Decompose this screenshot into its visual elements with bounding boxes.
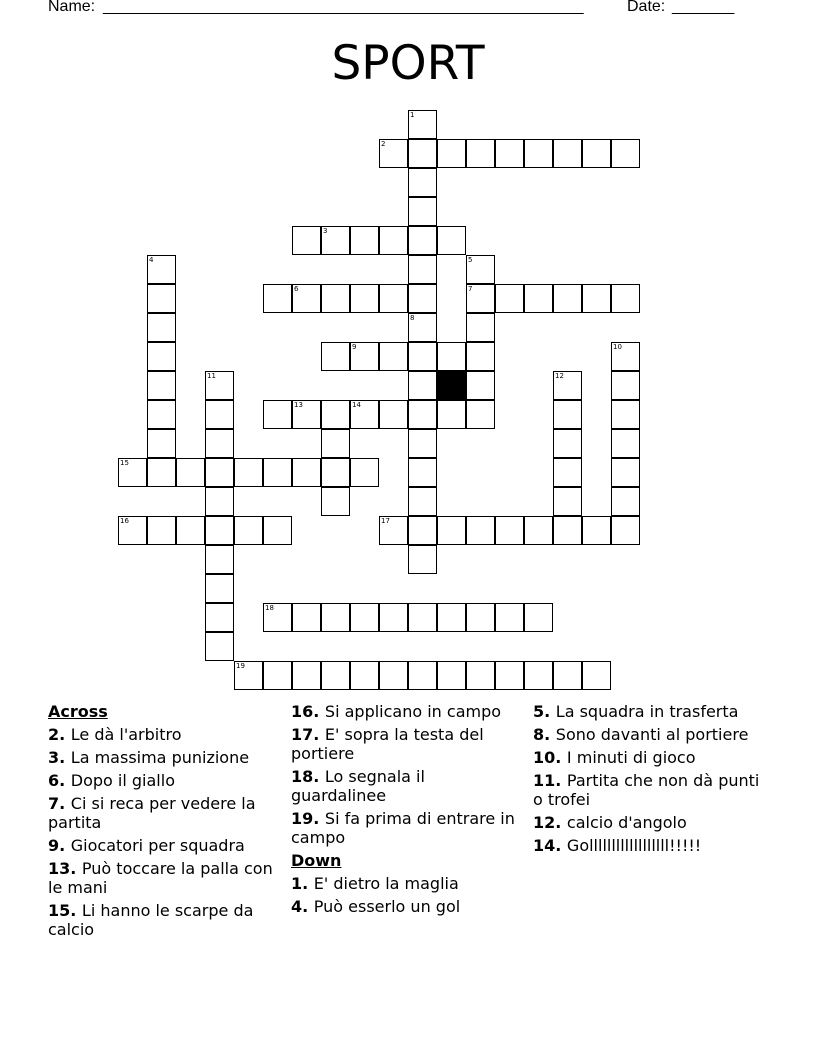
clue-number: 17 (381, 517, 390, 525)
clue-item (291, 725, 523, 763)
clue-number: 8 (410, 314, 415, 322)
clue-item-text: Lo segnala il guardalinee (291, 767, 425, 805)
grid-cell[interactable] (292, 661, 321, 690)
clue-number: 3 (323, 227, 328, 235)
clue-item-number: 19. (291, 809, 325, 828)
grid-cell[interactable] (611, 400, 640, 429)
grid-cell[interactable] (147, 255, 176, 284)
grid-cell[interactable] (379, 661, 408, 690)
clue-item-number: 16. (291, 702, 325, 721)
clue-item (48, 725, 280, 744)
clue-item (48, 771, 280, 790)
clue-item (533, 813, 765, 832)
grid-cell[interactable] (147, 342, 176, 371)
grid-cell[interactable] (582, 516, 611, 545)
grid-cell[interactable] (466, 342, 495, 371)
clue-item-number: 11. (533, 771, 567, 790)
grid-cell[interactable] (321, 487, 350, 516)
grid-cell[interactable] (176, 458, 205, 487)
clue-item-number: 4. (291, 897, 314, 916)
clue-number: 10 (613, 343, 622, 351)
clue-number: 1 (410, 111, 415, 119)
clue-item (48, 901, 280, 939)
clue-item (48, 836, 280, 855)
grid-cell[interactable] (466, 400, 495, 429)
clue-item-text: I minuti di gioco (566, 748, 696, 767)
grid-cell[interactable] (147, 371, 176, 400)
clue-item-text: Può esserlo un gol (313, 897, 461, 916)
grid-cell[interactable] (408, 342, 437, 371)
grid-cell[interactable] (495, 516, 524, 545)
grid-cell[interactable] (321, 429, 350, 458)
clue-number: 5 (468, 256, 473, 264)
clue-item-number: 12. (533, 813, 567, 832)
clue-item (533, 836, 765, 855)
grid-cell[interactable] (408, 313, 437, 342)
clue-item-number: 8. (533, 725, 556, 744)
grid-cell[interactable] (466, 516, 495, 545)
grid-cell[interactable] (582, 661, 611, 690)
grid-cell[interactable] (205, 400, 234, 429)
grid-cell[interactable] (495, 284, 524, 313)
grid-cell[interactable] (292, 226, 321, 255)
grid-cell[interactable] (205, 429, 234, 458)
grid-cell[interactable] (350, 342, 379, 371)
clue-item-text: E' sopra la testa del portiere (291, 725, 484, 763)
grid-cell[interactable] (408, 226, 437, 255)
grid-cell[interactable] (437, 342, 466, 371)
clue-item-text: Giocatori per squadra (70, 836, 245, 855)
grid-cell[interactable] (350, 661, 379, 690)
clue-number: 18 (265, 604, 274, 612)
grid-cell[interactable] (205, 487, 234, 516)
clue-item-number: 18. (291, 767, 325, 786)
grid-cell[interactable] (553, 516, 582, 545)
grid-cell[interactable] (495, 139, 524, 168)
grid-cell[interactable] (408, 371, 437, 400)
grid-cell[interactable] (379, 226, 408, 255)
grid-cell[interactable] (466, 139, 495, 168)
grid-cell[interactable] (147, 458, 176, 487)
grid-cell[interactable] (321, 226, 350, 255)
grid-cell[interactable] (379, 342, 408, 371)
clue-item-text: E' dietro la maglia (313, 874, 459, 893)
grid-cell[interactable] (408, 255, 437, 284)
clue-item-text: Li hanno le scarpe da calcio (48, 901, 254, 939)
grid-cell[interactable] (611, 284, 640, 313)
clue-item (48, 794, 280, 832)
grid-cell[interactable] (437, 661, 466, 690)
grid-cell[interactable] (118, 516, 147, 545)
grid-cell[interactable] (292, 400, 321, 429)
date-label: Date: (627, 0, 666, 15)
clue-number: 13 (294, 401, 303, 409)
grid-cell[interactable] (205, 603, 234, 632)
name-label: Name: (48, 0, 96, 15)
grid-cell[interactable] (466, 603, 495, 632)
grid-cell[interactable] (553, 458, 582, 487)
grid-cell[interactable] (292, 603, 321, 632)
clue-item (48, 748, 280, 767)
grid-cell[interactable] (553, 400, 582, 429)
clue-number: 19 (236, 662, 245, 670)
name-field[interactable]: ______________________________________________________ (103, 0, 584, 15)
clue-number: 12 (555, 372, 564, 380)
grid-cell[interactable] (437, 603, 466, 632)
grid-cell[interactable] (263, 661, 292, 690)
grid-cell[interactable] (466, 313, 495, 342)
clue-number: 16 (120, 517, 129, 525)
clue-item-text: Dopo il giallo (70, 771, 175, 790)
grid-cell[interactable] (611, 139, 640, 168)
grid-cell[interactable] (408, 458, 437, 487)
grid-cell[interactable] (437, 139, 466, 168)
date-field[interactable]: _______ (672, 0, 735, 15)
grid-cell[interactable] (118, 458, 147, 487)
grid-cell[interactable] (495, 661, 524, 690)
grid-cell[interactable] (321, 661, 350, 690)
clue-item-text: La squadra in trasferta (555, 702, 739, 721)
clue-item-number: 15. (48, 901, 82, 920)
grid-cell[interactable] (524, 516, 553, 545)
clue-item-text: Partita che non dà punti o trofei (533, 771, 760, 809)
grid-cell[interactable] (292, 284, 321, 313)
grid-cell[interactable] (205, 516, 234, 545)
grid-cell[interactable] (466, 371, 495, 400)
grid-cell[interactable] (350, 603, 379, 632)
clue-item (533, 725, 765, 744)
grid-cell[interactable] (147, 284, 176, 313)
grid-cell[interactable] (350, 284, 379, 313)
grid-cell[interactable] (292, 458, 321, 487)
grid-cell[interactable] (234, 458, 263, 487)
clue-item-number: 17. (291, 725, 325, 744)
grid-cell[interactable] (553, 487, 582, 516)
grid-cell[interactable] (379, 603, 408, 632)
grid-cell[interactable] (350, 226, 379, 255)
grid-cell[interactable] (408, 545, 437, 574)
clues-column-3 (533, 702, 765, 859)
grid-cell[interactable] (408, 516, 437, 545)
grid-cell[interactable] (263, 603, 292, 632)
clue-item-number: 14. (533, 836, 567, 855)
clue-item-text: calcio d'angolo (566, 813, 687, 832)
clue-item (291, 897, 523, 916)
clue-item-number: 9. (48, 836, 71, 855)
grid-cell[interactable] (611, 429, 640, 458)
grid-cell[interactable] (205, 371, 234, 400)
grid-cell[interactable] (553, 429, 582, 458)
clue-item-text: Si applicano in campo (324, 702, 502, 721)
grid-cell[interactable] (408, 168, 437, 197)
grid-cell[interactable] (582, 284, 611, 313)
grid-cell[interactable] (350, 458, 379, 487)
clue-item-text: Si fa prima di entrare in campo (291, 809, 515, 847)
clue-item (291, 809, 523, 847)
clue-number: 6 (294, 285, 299, 293)
grid-block (437, 371, 466, 400)
grid-cell[interactable] (466, 661, 495, 690)
clues-column-2 (291, 702, 523, 920)
grid-cell[interactable] (408, 487, 437, 516)
clue-item-number: 7. (48, 794, 71, 813)
grid-cell[interactable] (408, 400, 437, 429)
grid-cell[interactable] (379, 400, 408, 429)
grid-cell[interactable] (408, 197, 437, 226)
grid-cell[interactable] (524, 139, 553, 168)
grid-cell[interactable] (321, 458, 350, 487)
clue-item-number: 2. (48, 725, 71, 744)
clue-number: 4 (149, 256, 154, 264)
grid-cell[interactable] (611, 371, 640, 400)
clue-item (291, 767, 523, 805)
clue-number: 15 (120, 459, 129, 467)
grid-cell[interactable] (495, 603, 524, 632)
grid-cell[interactable] (553, 139, 582, 168)
down-heading: Down (291, 851, 342, 870)
clue-number: 7 (468, 285, 473, 293)
clues-column-1 (48, 702, 280, 943)
clue-item-text: Ci si reca per vedere la partita (48, 794, 256, 832)
grid-cell[interactable] (350, 400, 379, 429)
grid-cell[interactable] (205, 574, 234, 603)
clue-item-number: 13. (48, 859, 82, 878)
grid-cell[interactable] (611, 458, 640, 487)
grid-cell[interactable] (379, 139, 408, 168)
grid-cell[interactable] (321, 603, 350, 632)
grid-cell[interactable] (205, 545, 234, 574)
clue-item (533, 748, 765, 767)
grid-cell[interactable] (611, 342, 640, 371)
grid-cell[interactable] (379, 516, 408, 545)
grid-cell[interactable] (524, 661, 553, 690)
clue-item-number: 10. (533, 748, 567, 767)
grid-cell[interactable] (205, 458, 234, 487)
grid-cell[interactable] (437, 400, 466, 429)
grid-cell[interactable] (437, 226, 466, 255)
puzzle-title: SPORT (331, 36, 485, 91)
clue-item-text: Può toccare la palla con le mani (48, 859, 273, 897)
grid-cell[interactable] (466, 284, 495, 313)
grid-cell[interactable] (263, 284, 292, 313)
grid-cell[interactable] (408, 284, 437, 313)
grid-cell[interactable] (408, 603, 437, 632)
grid-cell[interactable] (611, 516, 640, 545)
grid-cell[interactable] (408, 110, 437, 139)
grid-cell[interactable] (234, 516, 263, 545)
grid-cell[interactable] (408, 661, 437, 690)
grid-cell[interactable] (408, 139, 437, 168)
grid-cell[interactable] (437, 516, 466, 545)
clue-item-text: La massima punizione (70, 748, 250, 767)
clue-item-text: Gollllllllllllllllll!!!!! (566, 836, 702, 855)
across-heading: Across (48, 702, 108, 721)
clue-item (291, 702, 523, 721)
grid-cell[interactable] (321, 284, 350, 313)
grid-cell[interactable] (553, 371, 582, 400)
clue-number: 2 (381, 140, 386, 148)
clue-item-number: 3. (48, 748, 71, 767)
clue-item (533, 771, 765, 809)
grid-cell[interactable] (611, 487, 640, 516)
grid-cell[interactable] (263, 516, 292, 545)
clue-item (48, 859, 280, 897)
clue-number: 11 (207, 372, 216, 380)
grid-cell[interactable] (408, 429, 437, 458)
clue-item-number: 5. (533, 702, 556, 721)
clue-item-text: Sono davanti al portiere (555, 725, 749, 744)
grid-cell[interactable] (524, 603, 553, 632)
grid-cell[interactable] (553, 284, 582, 313)
clue-item (533, 702, 765, 721)
grid-cell[interactable] (263, 400, 292, 429)
clue-item-number: 1. (291, 874, 314, 893)
grid-cell[interactable] (582, 139, 611, 168)
grid-cell[interactable] (466, 255, 495, 284)
grid-cell[interactable] (553, 661, 582, 690)
clue-item (291, 874, 523, 893)
grid-cell[interactable] (321, 400, 350, 429)
grid-cell[interactable] (263, 458, 292, 487)
grid-cell[interactable] (147, 516, 176, 545)
grid-cell[interactable] (147, 313, 176, 342)
grid-cell[interactable] (524, 284, 553, 313)
clue-item-number: 6. (48, 771, 71, 790)
clue-item-text: Le dà l'arbitro (70, 725, 182, 744)
grid-cell[interactable] (379, 284, 408, 313)
clue-number: 9 (352, 343, 357, 351)
grid-cell[interactable] (147, 429, 176, 458)
grid-cell[interactable] (147, 400, 176, 429)
clue-number: 14 (352, 401, 361, 409)
grid-cell[interactable] (234, 661, 263, 690)
grid-cell[interactable] (205, 632, 234, 661)
grid-cell[interactable] (321, 342, 350, 371)
grid-cell[interactable] (176, 516, 205, 545)
